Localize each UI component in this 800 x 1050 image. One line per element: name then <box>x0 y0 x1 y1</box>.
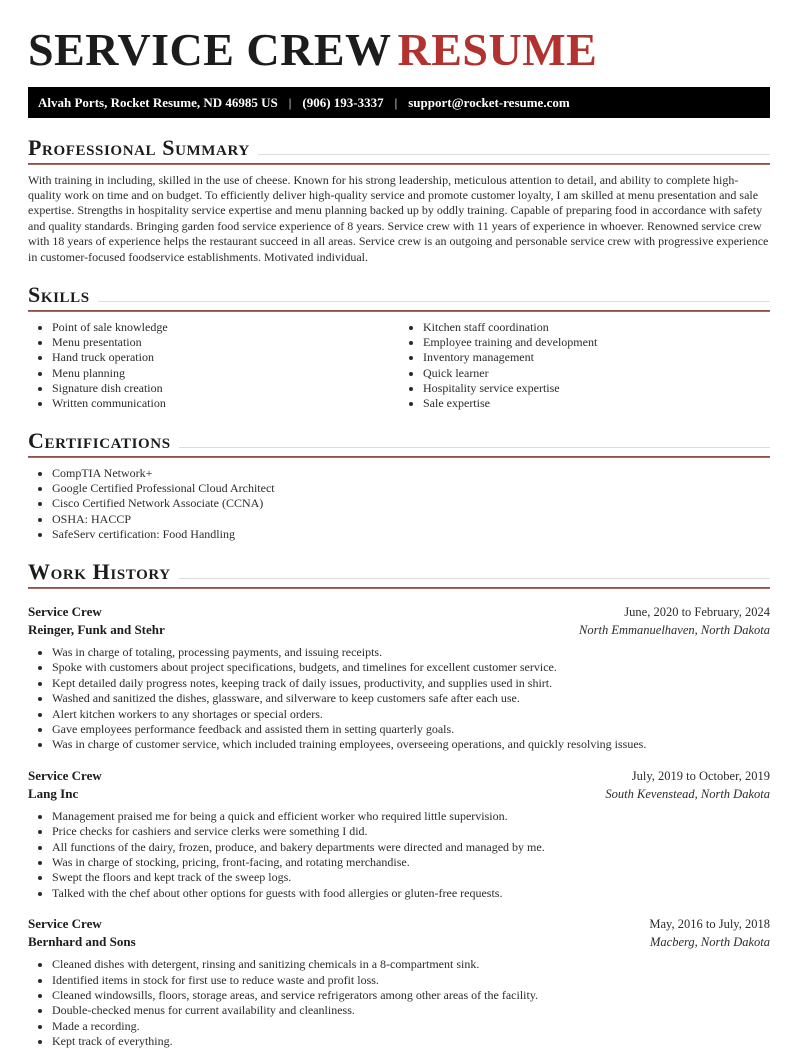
heading-trailing-line <box>179 578 770 579</box>
section-professional-summary <box>28 134 770 265</box>
work-history-heading: Work History <box>28 559 171 585</box>
contact-email: support@rocket-resume.com <box>408 94 570 110</box>
job-dates: June, 2020 to February, 2024 <box>624 604 770 619</box>
certifications-list <box>28 466 770 542</box>
contact-bar <box>28 87 770 118</box>
job-bullet: • Double-checked menus for current availability and cleanliness. <box>52 1003 770 1018</box>
section-skills <box>28 282 770 411</box>
skill-item: • Hospitality service expertise <box>423 381 770 396</box>
job-location: South Kevenstead, North Dakota <box>605 786 770 801</box>
certification-item: • Google Certified Professional Cloud Architect <box>52 481 770 496</box>
job-bullet: • Price checks for cashiers and service clerks were something I did. <box>52 824 770 839</box>
certification-item: • SafeServ certification: Food Handling <box>52 527 770 542</box>
job-bullet: • Made a recording. <box>52 1019 770 1034</box>
job-bullet-list <box>28 809 770 901</box>
section-rule <box>28 310 770 312</box>
title-primary: SERVICE CREW <box>28 24 392 75</box>
job-company-row <box>28 621 770 639</box>
job-dates: July, 2019 to October, 2019 <box>631 768 770 783</box>
job-bullet: • Swept the floors and kept track of the sweep logs. <box>52 870 770 885</box>
job-location: North Emmanuelhaven, North Dakota <box>579 622 770 637</box>
skill-item: • Menu presentation <box>52 335 399 350</box>
section-certifications <box>28 428 770 542</box>
job-bullet: • Was in charge of totaling, processing payments, and issuing receipts. <box>52 645 770 660</box>
job-bullet: • Kept track of everything. <box>52 1034 770 1049</box>
job-bullet: • All functions of the dairy, frozen, produce, and bakery departments were directed and managed by me. <box>52 840 770 855</box>
skill-item: • Hand truck operation <box>52 350 399 365</box>
job-bullet: • Cleaned windowsills, floors, storage areas, and service refrigerators among other areas of the facility. <box>52 988 770 1003</box>
skills-column-left <box>28 320 399 411</box>
job-title-row <box>28 603 770 621</box>
job-bullet: • Management praised me for being a quick and efficient worker who required little supervision. <box>52 809 770 824</box>
job-company-row <box>28 785 770 803</box>
job-entry <box>28 767 770 901</box>
job-bullet: • Cleaned dishes with detergent, rinsing and sanitizing chemicals in a 8-compartment sink. <box>52 957 770 972</box>
job-company: Reinger, Funk and Stehr <box>28 621 165 637</box>
summary-heading: Professional Summary <box>28 134 250 160</box>
title-accent: RESUME <box>397 24 598 75</box>
skill-item: • Point of sale knowledge <box>52 320 399 335</box>
job-bullet: • Identified items in stock for first use to reduce waste and profit loss. <box>52 973 770 988</box>
job-title-row <box>28 915 770 933</box>
job-bullet: • Talked with the chef about other options for guests with food allergies or gluten-free requests. <box>52 886 770 901</box>
certification-item: • Cisco Certified Network Associate (CCNA) <box>52 496 770 511</box>
section-heading-row <box>28 282 770 308</box>
job-bullet: • Was in charge of stocking, pricing, front-facing, and rotating merchandise. <box>52 855 770 870</box>
job-bullet: • Kept detailed daily progress notes, keeping track of daily issues, productivity, and supplies used in shirt. <box>52 676 770 691</box>
job-entry <box>28 603 770 753</box>
section-rule <box>28 587 770 589</box>
summary-text: With training in including, skilled in the use of cheese. Known for his strong leadership, meticulous attention to detail, and ability to complete high-quality work on time and on budget. To efficiently deliver high-quality service and promote customer loyalty, I am skilled at menu presentation and sale expertise. Strengths in hospitality service expertise and menu planning backed up by oddly training. Capable of preparing food in accordance with safety and quality standards. Bringing garden food service experience of 8 years. Service crew with 11 years of experience in whoever. Renowned service crew with 18 years of experience helps the restaurant succeed in all areas. Service crew is an outgoing and personable service crew with progressive experience in customer-focused foodservice establishments. Motivated individual. <box>28 172 769 264</box>
job-company: Bernhard and Sons <box>28 934 136 950</box>
heading-trailing-line <box>258 154 770 155</box>
job-bullet: • Was in charge of customer service, which included training employees, overseeing operations, and quickly resolving issues. <box>52 737 770 752</box>
skills-heading: Skills <box>28 282 90 308</box>
section-work-history <box>28 559 770 1050</box>
job-bullet: • Alert kitchen workers to any shortages or special orders. <box>52 707 770 722</box>
heading-trailing-line <box>179 447 770 448</box>
skill-item: • Inventory management <box>423 350 770 365</box>
job-company-row <box>28 933 770 951</box>
skills-column-right <box>399 320 770 411</box>
heading-trailing-line <box>98 301 770 302</box>
skills-columns <box>28 320 770 411</box>
job-title: Service Crew <box>28 603 102 619</box>
job-location: Macberg, North Dakota <box>649 935 770 950</box>
job-bullet-list <box>28 957 770 1049</box>
section-heading-row <box>28 559 770 585</box>
contact-separator: | <box>288 94 292 110</box>
contact-separator: | <box>394 94 398 110</box>
job-company: Lang Inc <box>28 785 79 801</box>
skill-item: • Written communication <box>52 396 399 411</box>
section-heading-row <box>28 134 770 160</box>
section-heading-row <box>28 428 770 454</box>
skill-item: • Quick learner <box>423 366 770 381</box>
section-rule <box>28 163 770 165</box>
job-bullet: • Gave employees performance feedback and assisted them in setting quarterly goals. <box>52 722 770 737</box>
job-bullet: • Spoke with customers about project specifications, budgets, and timelines for excellent customer service. <box>52 660 770 675</box>
section-rule <box>28 456 770 458</box>
job-title-row <box>28 767 770 785</box>
job-bullet-list <box>28 645 770 753</box>
certification-item: • CompTIA Network+ <box>52 466 770 481</box>
job-entry <box>28 915 770 1049</box>
job-dates: May, 2016 to July, 2018 <box>649 917 770 932</box>
skill-item: • Signature dish creation <box>52 381 399 396</box>
job-title: Service Crew <box>28 767 102 783</box>
page-title <box>28 24 770 75</box>
contact-address: Alvah Ports, Rocket Resume, ND 46985 US <box>38 94 278 110</box>
skill-item: • Menu planning <box>52 366 399 381</box>
skill-item: • Employee training and development <box>423 335 770 350</box>
certification-item: • OSHA: HACCP <box>52 512 770 527</box>
skill-item: • Sale expertise <box>423 396 770 411</box>
certifications-heading: Certifications <box>28 428 171 454</box>
contact-phone: (906) 193-3337 <box>302 94 384 110</box>
skill-item: • Kitchen staff coordination <box>423 320 770 335</box>
job-bullet: • Washed and sanitized the dishes, glassware, and silverware to keep customers safe after each use. <box>52 691 770 706</box>
job-title: Service Crew <box>28 916 102 932</box>
